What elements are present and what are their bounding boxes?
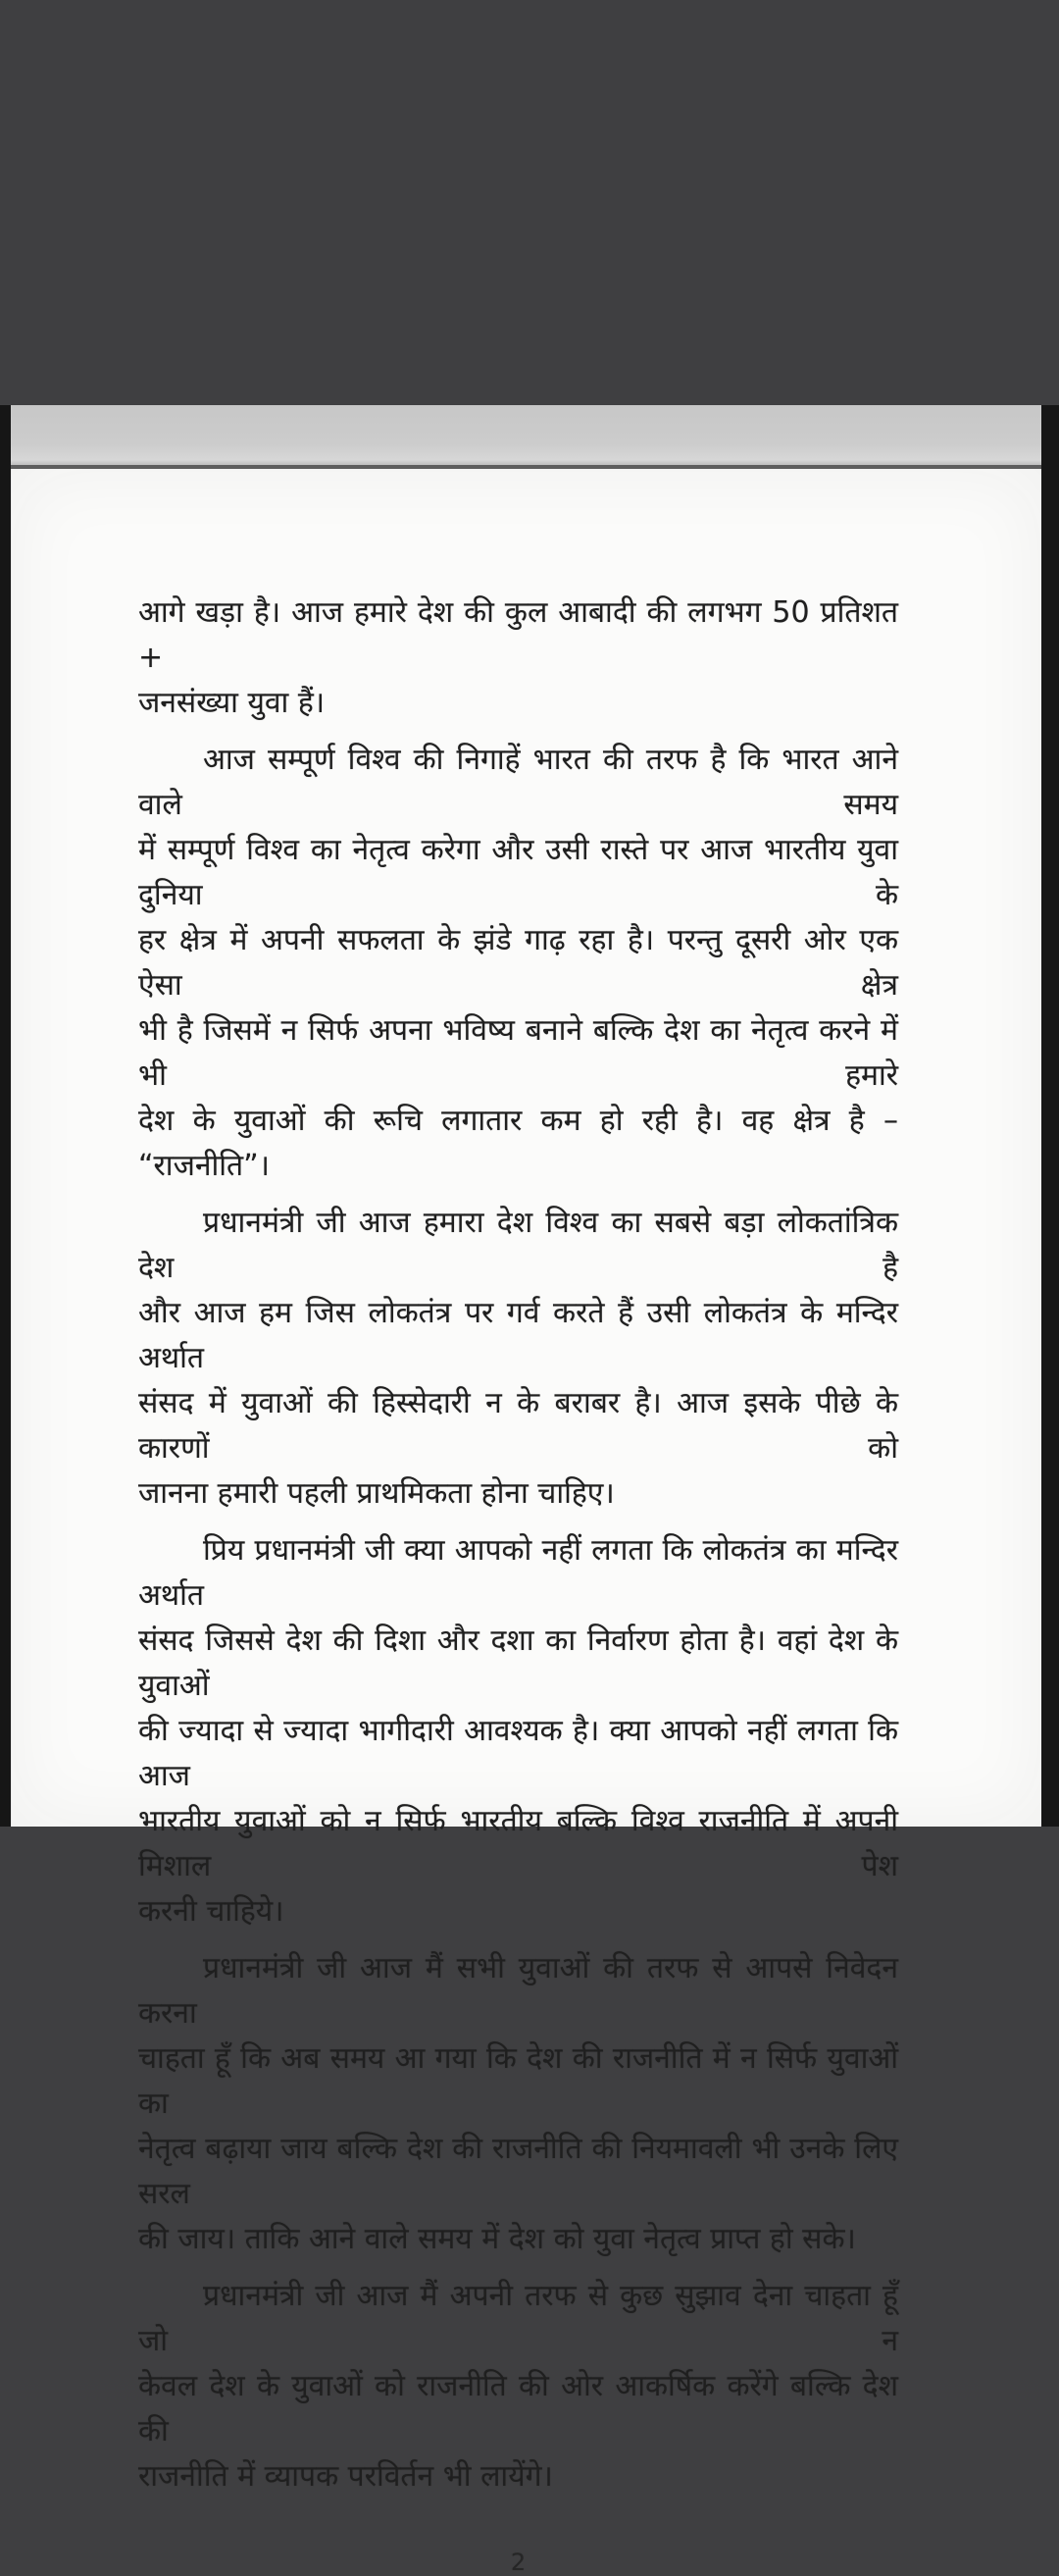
paragraph-line: करनी चाहिये। <box>138 1894 284 1929</box>
paragraph-line: भी है जिसमें न सिर्फ अपना भविष्य बनाने बल्कि देश का नेतृत्व करने में भी हमारे <box>138 1013 898 1093</box>
page-number-label: 2 <box>510 2549 527 2576</box>
paragraph <box>138 591 898 726</box>
paragraph-line: जानना हमारी पहली प्राथमिकता होना चाहिए। <box>138 1476 615 1511</box>
scanned-page <box>11 405 1041 2576</box>
paragraph-line: आज सम्पूर्ण विश्व की निगाहें भारत की तरफ है कि भारत आने वाले समय <box>138 743 898 822</box>
paragraph-line: राजनीति में व्यापक परविर्तन भी लायेंगे। <box>138 2459 553 2494</box>
paragraph <box>138 1528 898 1934</box>
page-sheet <box>11 469 1041 2576</box>
paragraph-line: केवल देश के युवाओं को राजनीति की ओर आकर्षिक करेंगे बल्कि देश की <box>138 2369 898 2448</box>
paragraph <box>138 1946 898 2262</box>
page-header-bar <box>11 405 1041 469</box>
paragraph-line: प्रधानमंत्री जी आज मैं सभी युवाओं की तरफ से आपसे निवेदन करना <box>138 1951 898 2031</box>
paragraph <box>138 2274 898 2499</box>
paragraph-line: नेतृत्व बढ़ाया जाय बल्कि देश की राजनीति की नियमावली भी उनके लिए सरल <box>138 2132 898 2211</box>
paragraph-line: देश के युवाओं की रूचि लगातार कम हो रही है। वह क्षेत्र है – “राजनीति”। <box>138 1104 898 1183</box>
paragraph-line: की जाय। ताकि आने वाले समय में देश को युवा नेतृत्व प्राप्त हो सके। <box>138 2222 856 2256</box>
paragraph-line: हर क्षेत्र में अपनी सफलता के झंडे गाढ़ रहा है। परन्तु दूसरी ओर एक ऐसा क्षेत्र <box>138 923 898 1003</box>
document-scroll-region[interactable] <box>0 405 1059 2576</box>
paragraph <box>138 738 898 1189</box>
paragraph-line: आगे खड़ा है। आज हमारे देश की कुल आबादी की लगभग 50 प्रतिशत + <box>138 595 898 675</box>
paragraph-line: प्रिय प्रधानमंत्री जी क्या आपको नहीं लगता कि लोकतंत्र का मन्दिर अर्थात <box>138 1533 898 1613</box>
paragraph <box>138 1201 898 1517</box>
paragraph-line: और आज हम जिस लोकतंत्र पर गर्व करते हैं उसी लोकतंत्र के मन्दिर अर्थात <box>138 1296 898 1375</box>
paragraph-line: जनसंख्या युवा हैं। <box>138 686 326 720</box>
paragraph-line: प्रधानमंत्री जी आज मैं अपनी तरफ से कुछ सुझाव देना चाहता हूँ जो न <box>138 2279 898 2358</box>
page-body <box>138 591 898 2499</box>
paragraph-line: प्रधानमंत्री जी आज हमारा देश विश्व का सबसे बड़ा लोकतांत्रिक देश है <box>138 1206 898 1285</box>
paragraph-line: संसद में युवाओं की हिस्सेदारी न के बराबर है। आज इसके पीछे के कारणों को <box>138 1386 898 1466</box>
paragraph-line: संसद जिससे देश की दिशा और दशा का निर्वारण होता है। वहां देश के युवाओं <box>138 1623 898 1703</box>
paragraph-line: में सम्पूर्ण विश्व का नेतृत्व करेगा और उसी रास्ते पर आज भारतीय युवा दुनिया के <box>138 833 898 912</box>
paragraph-line: चाहता हूँ कि अब समय आ गया कि देश की राजनीति में न सिर्फ युवाओं का <box>138 2041 898 2121</box>
paragraph-line: की ज्यादा से ज्यादा भागीदारी आवश्यक है। क्या आपको नहीं लगता कि आज <box>138 1714 898 1793</box>
paragraph-line: भारतीय युवाओं को न सिर्फ भारतीय बल्कि विश्व राजनीति में अपनी मिशाल पेश <box>138 1804 898 1883</box>
